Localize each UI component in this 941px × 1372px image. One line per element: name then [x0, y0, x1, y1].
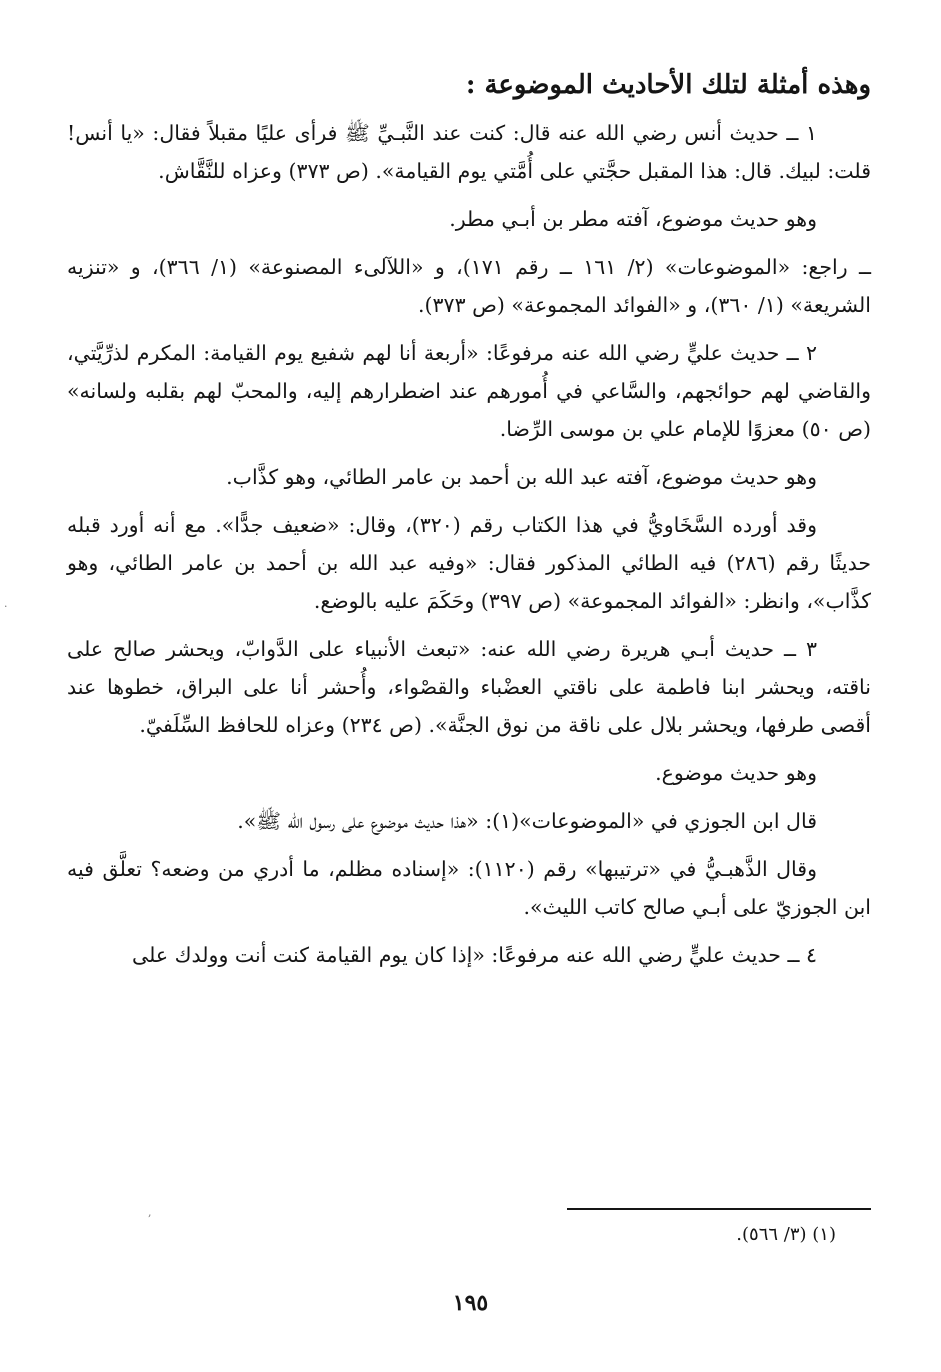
page-number: ١٩٥ — [452, 1290, 489, 1316]
scan-speck-mark: · — [4, 600, 8, 613]
paragraph-ruling-2: وهو حديث موضوع، آفته عبد الله بن أحمد بن عامر الطائي، وهو كذَّاب. — [226, 465, 817, 489]
paragraph-commentary-2: وقد أورده السَّخَاويُّ في هذا الكتاب رقم (٣٢٠)، وقال: «ضعيف جدًّا». مع أنه أورد قبله حديثًا رقم (٢٨٦) فيه الطائي المذكور فقال: «وفيه عبد الله بن أحمد بن عامر الطائي، وهو كذَّاب»، وانظر: «الفوائد المجموعة» (ص ٣٩٧) وحَكَمَ عليه بالوضع. — [67, 513, 872, 613]
section-heading: وهذه أمثلة لتلك الأحاديث الموضوعة : — [465, 70, 871, 100]
paragraph-dhahabi: وقال الذَّهبـيُّ في «ترتيبها» رقم (١١٢٠): «إسناده مظلم، ما أدري من وضعه؟ تعلَّق فيه ابن الجوزيّ على أبـي صالح كاتب الليث». — [67, 857, 871, 919]
paragraph-ruling-1: وهو حديث موضوع، آفته مطر بن أبـي مطر. — [449, 207, 817, 231]
paragraph-references-1: ــ راجع: «الموضوعات» (٢/ ١٦١ ــ رقم ١٧١)، و «اللآلىء المصنوعة» (١/ ٣٦٦)، و «تنزيه الشريعة» (١/ ٣٦٠)، و «الفوائد المجموعة» (ص ٣٧٣). — [67, 255, 871, 317]
footnote-divider — [567, 1208, 871, 1210]
page-body — [67, 66, 871, 984]
paragraph-hadith-2: ٢ ــ حديث عليٍّ رضي الله عنه مرفوعًا: «أربعة أنا لهم شفيع يوم القيامة: المكرم لذرِّيَّتي، والقاضي لهم حوائجهم، والسَّاعي في أُمورهم عند اضطرارهم إليه، والمحبّ لهم بقلبه ولسانه» (ص ٥٠) معزوًا للإمام علي بن موسى الرِّضا. — [67, 341, 871, 441]
paragraph-ibn-jawzi: قال ابن الجوزي في «الموضوعات»(١): «هذا حديث موضوع على رسول الله ﷺ». — [237, 809, 817, 833]
paragraph-ruling-3: وهو حديث موضوع. — [655, 761, 817, 785]
footnote: (١) (٣/ ٥٦٦). — [736, 1224, 836, 1245]
paragraph-hadith-3: ٣ ــ حديث أبـي هريرة رضي الله عنه: «تبعث الأنبياء على الدَّوابّ، ويحشر صالح على ناقته، ويحشر ابنا فاطمة على ناقتي العضْباء والقصْواء، وأُحشر أنا على البراق، خطوها عند أقصى طرفها، ويحشر بلال على ناقة من نوق الجنَّة». (ص ٢٣٤) وعزاه للحافظ السِّلَفيّ. — [67, 637, 871, 737]
paragraph-hadith-1: ١ ــ حديث أنس رضي الله عنه قال: كنت عند النَّبـيِّ ﷺ فرأى عليًا مقبلاً فقال: «يا أنس! قلت: لبيك. قال: هذا المقبل حجَّتي على أُمَّتي يوم القيامة». (ص ٣٧٣) وعزاه للنَّقَّاش. — [67, 121, 871, 183]
paragraph-hadith-4: ٤ ــ حديث عليٍّ رضي الله عنه مرفوعًا: «إذا كان يوم القيامة كنت أنت وولدك على — [132, 943, 817, 967]
scan-speck-mark: , — [148, 1206, 152, 1219]
